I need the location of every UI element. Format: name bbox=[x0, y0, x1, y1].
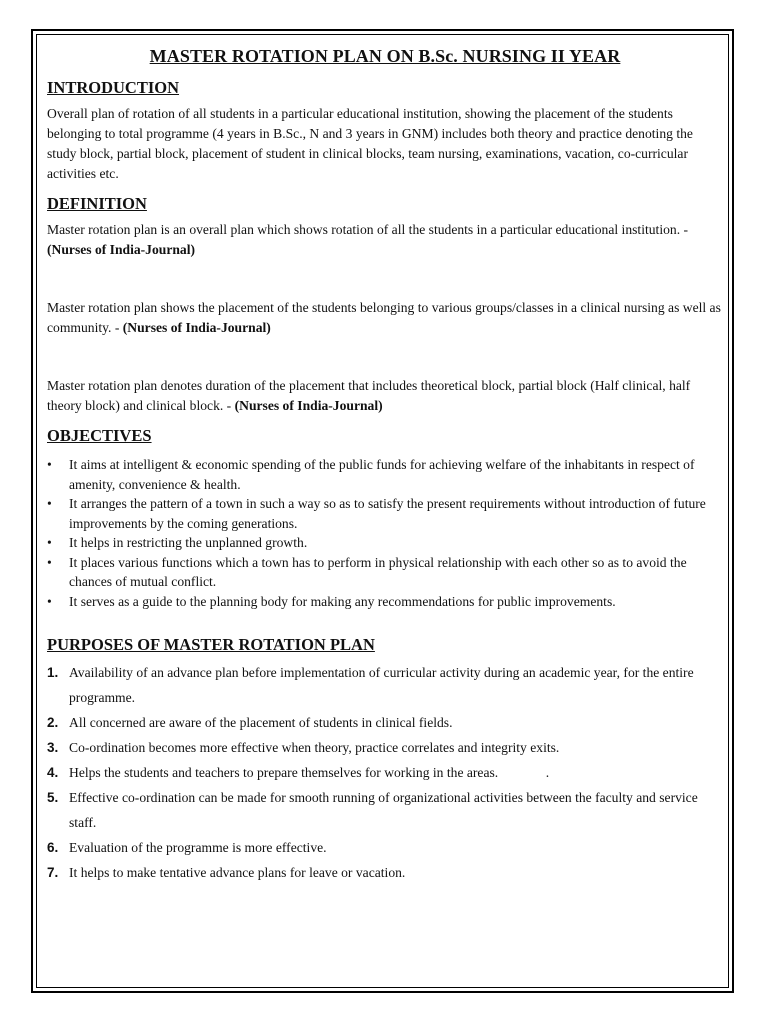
objective-text: It aims at intelligent & economic spending of the public funds for achieving welfare of the inhabitants in respect of amenity, convenience & health. bbox=[69, 457, 695, 492]
bullet-icon: • bbox=[47, 554, 52, 570]
document-body bbox=[47, 43, 723, 885]
purposes-heading: PURPOSES OF MASTER ROTATION PLAN bbox=[47, 635, 375, 654]
definition-text: Master rotation plan shows the placement of the students belonging to various groups/classes in a clinical nursing as well as community. - bbox=[47, 300, 721, 335]
bullet-icon: • bbox=[47, 496, 52, 511]
objective-text: It places various functions which a town has to perform in physical relationship with each other so as to avoid the chances of mutual conflict. bbox=[69, 554, 687, 589]
list-item bbox=[47, 660, 723, 710]
bullet-icon: • bbox=[47, 593, 52, 609]
objectives-list bbox=[47, 455, 723, 611]
list-item bbox=[47, 860, 723, 885]
definition-item bbox=[47, 376, 723, 416]
purpose-text: Co-ordination becomes more effective when theory, practice correlates and integrity exits. bbox=[69, 740, 560, 755]
list-item bbox=[47, 553, 723, 592]
introduction-text: Overall plan of rotation of all students in a particular educational institution, showing the placement of the students belonging to total programme (4 years in B.Sc., N and 3 years in GNM) includes both theory and practice denoting the study block, partial block, placement of student in clinical blocks, team nursing, examinations, vacation, co-curricular activities etc. bbox=[47, 106, 693, 181]
purpose-text: Effective co-ordination can be made for smooth running of organizational activities between the faculty and service staff. bbox=[69, 790, 698, 830]
definition-citation: (Nurses of India-Journal) bbox=[47, 242, 196, 257]
objective-text: It helps in restricting the unplanned growth. bbox=[69, 535, 308, 550]
item-number: 6. bbox=[47, 840, 59, 855]
definition-text: Master rotation plan is an overall plan which shows rotation of all the students in a particular educational institution. - bbox=[47, 222, 689, 237]
purpose-text: Availability of an advance plan before implementation of curricular activity during an academic year, for the entire programme. bbox=[69, 665, 694, 705]
definition-text: Master rotation plan denotes duration of the placement that includes theoretical block, partial block (Half clinical, half theory block) and clinical block. - bbox=[47, 378, 691, 413]
list-item bbox=[47, 785, 723, 835]
list-item bbox=[47, 760, 723, 785]
item-number: 7. bbox=[47, 865, 59, 880]
bullet-icon: • bbox=[47, 535, 52, 550]
list-item bbox=[47, 455, 723, 494]
list-item bbox=[47, 835, 723, 860]
list-item bbox=[47, 735, 723, 760]
document-title: MASTER ROTATION PLAN ON B.Sc. NURSING II YEAR bbox=[149, 46, 621, 66]
introduction-heading: INTRODUCTION bbox=[47, 78, 180, 97]
list-item bbox=[47, 710, 723, 735]
objectives-heading: OBJECTIVES bbox=[47, 426, 152, 445]
list-item bbox=[47, 533, 723, 553]
item-number: 3. bbox=[47, 740, 59, 755]
purpose-text: It helps to make tentative advance plans for leave or vacation. bbox=[69, 865, 406, 880]
purpose-text: All concerned are aware of the placement of students in clinical fields. bbox=[69, 715, 453, 730]
item-number: 1. bbox=[47, 665, 59, 680]
definition-item bbox=[47, 220, 723, 260]
item-number: 5. bbox=[47, 790, 59, 805]
list-item bbox=[47, 592, 723, 612]
bullet-icon: • bbox=[47, 457, 52, 472]
definition-citation: (Nurses of India-Journal) bbox=[234, 398, 383, 413]
purpose-text: Evaluation of the programme is more effective. bbox=[69, 840, 327, 855]
purpose-text: Helps the students and teachers to prepare themselves for working in the areas. . bbox=[69, 765, 550, 780]
definition-citation: (Nurses of India-Journal) bbox=[122, 320, 271, 335]
item-number: 2. bbox=[47, 715, 59, 730]
definition-heading: DEFINITION bbox=[47, 194, 147, 213]
definition-item bbox=[47, 298, 723, 338]
list-item bbox=[47, 494, 723, 533]
item-number: 4. bbox=[47, 765, 59, 780]
purposes-list bbox=[47, 660, 723, 885]
objective-text: It arranges the pattern of a town in such a way so as to satisfy the present requirements without introduction of future improvements by the coming generations. bbox=[69, 496, 706, 531]
objective-text: It serves as a guide to the planning body for making any recommendations for public improvements. bbox=[69, 593, 616, 609]
